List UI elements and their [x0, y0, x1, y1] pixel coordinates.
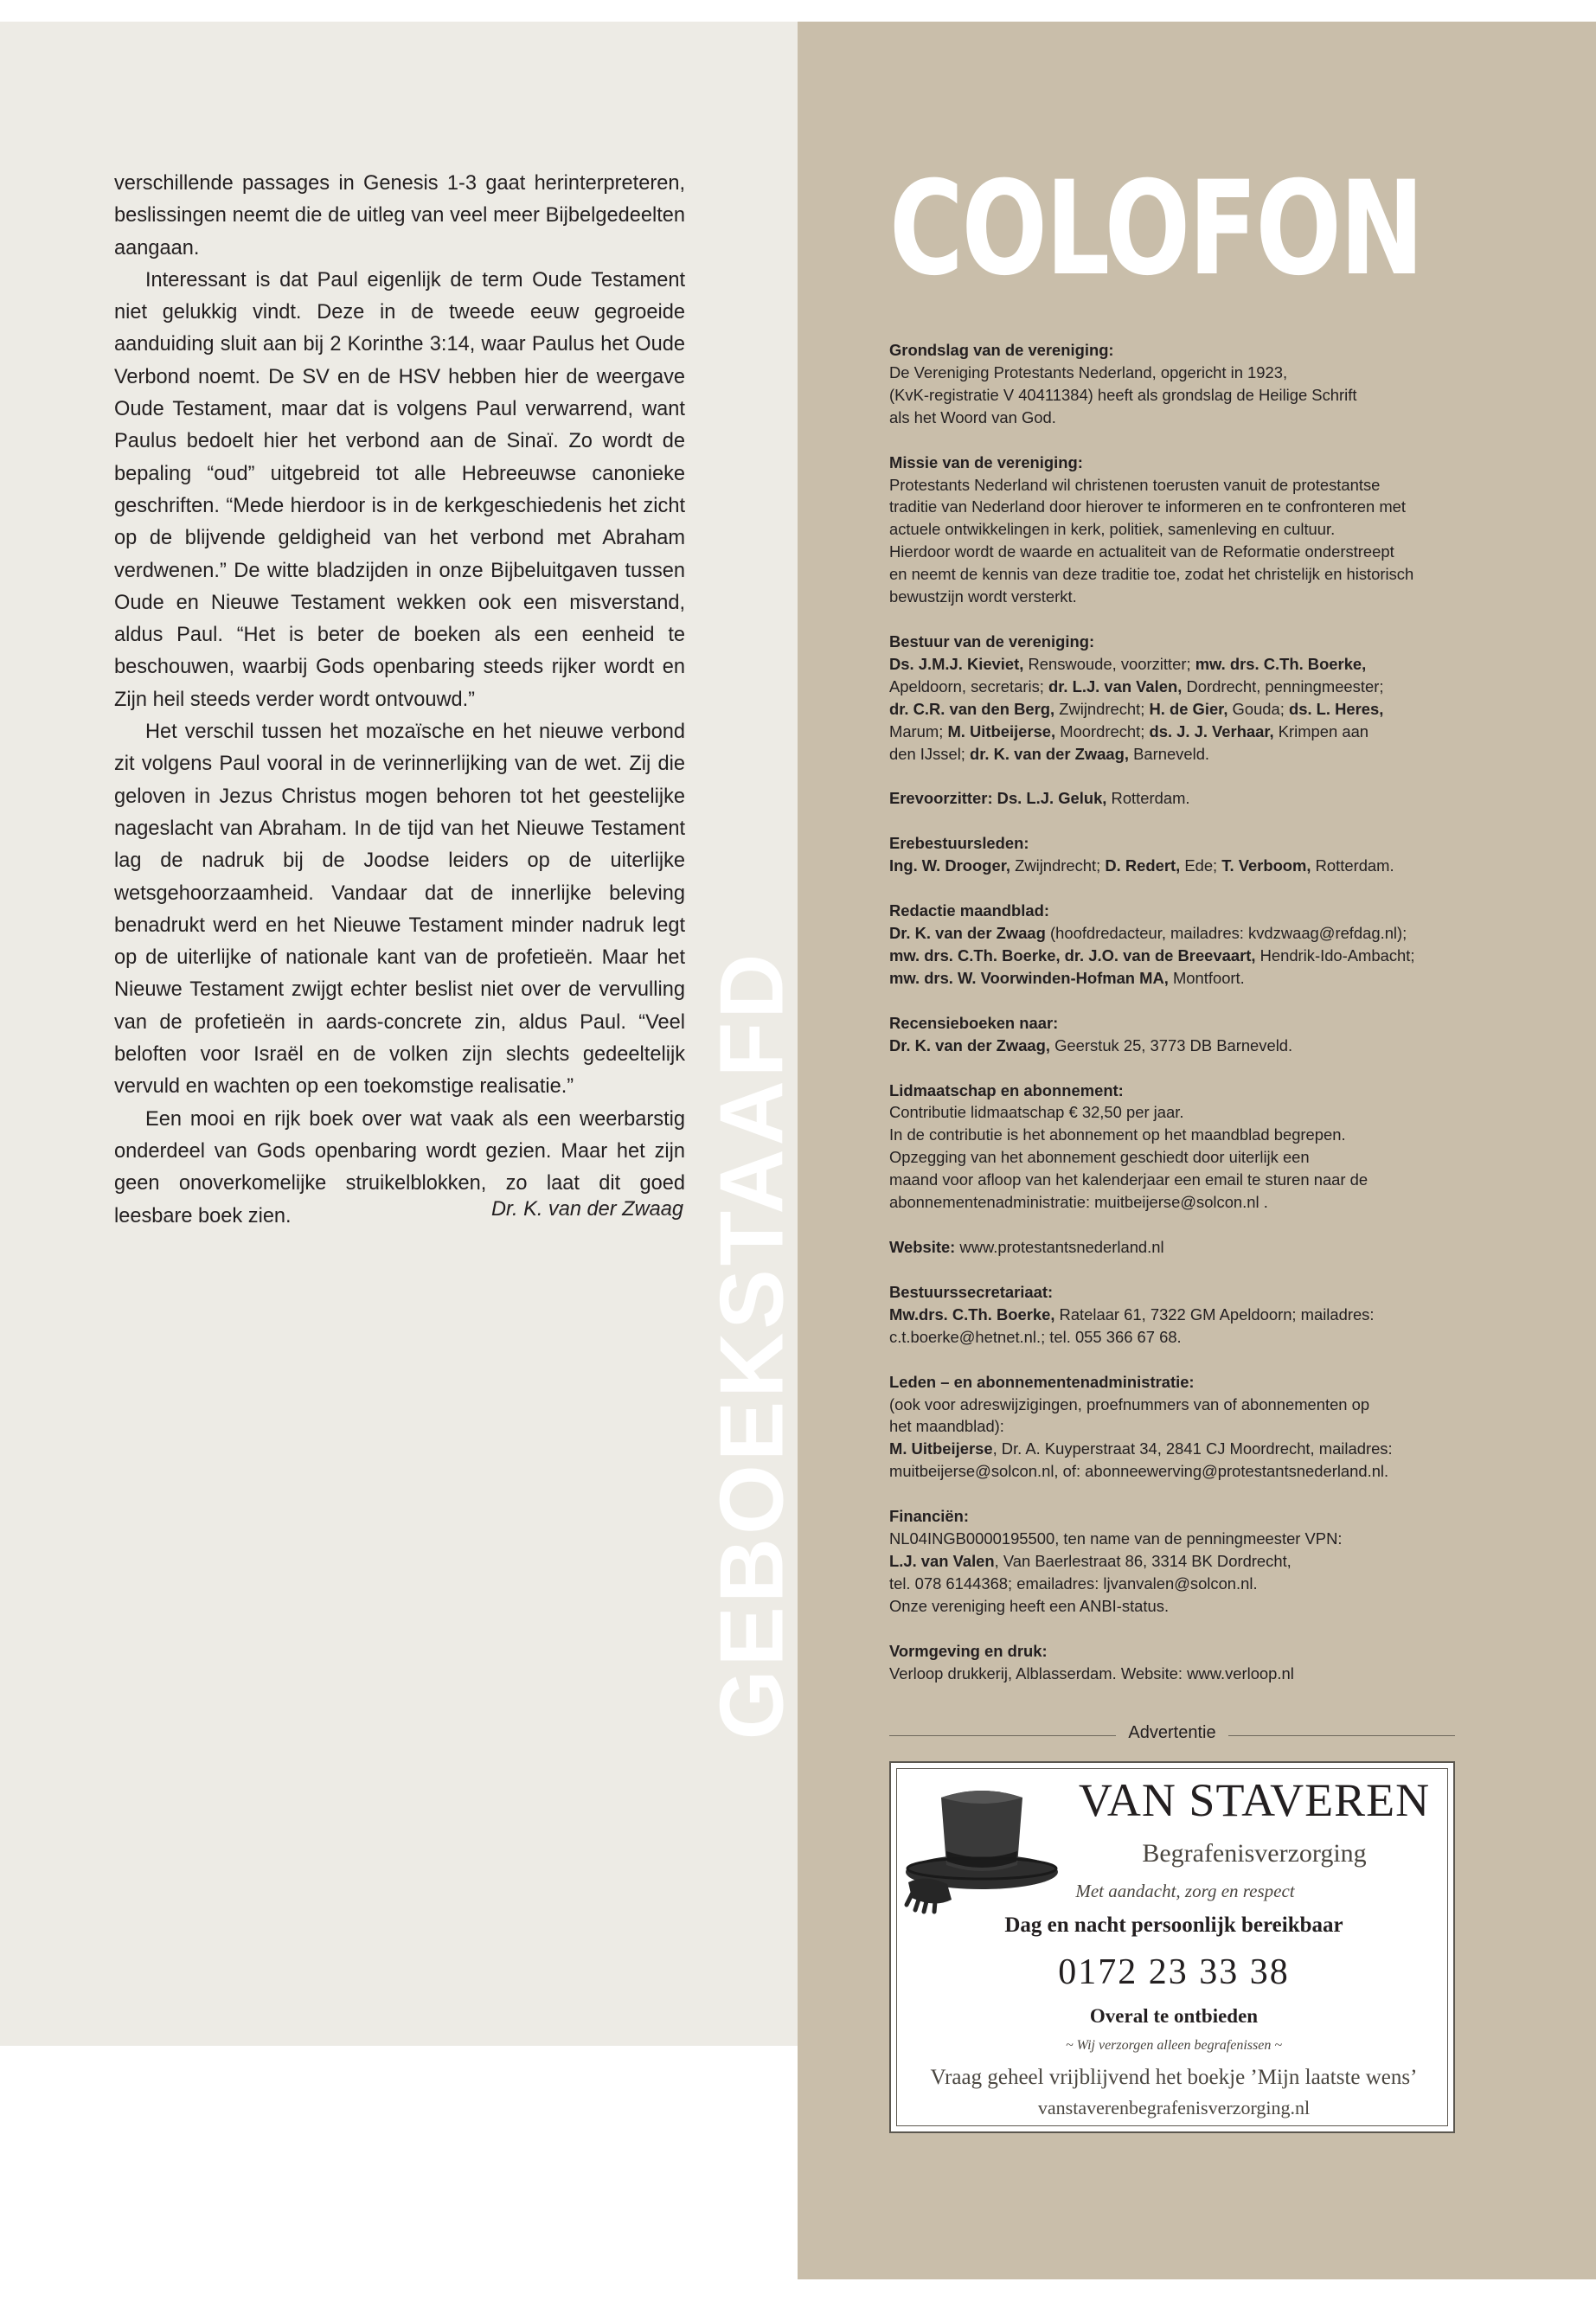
funeral-advertisement	[889, 1761, 1455, 2133]
person-name: L.J. van Valen	[889, 1551, 995, 1570]
advertisement-label: Advertentie	[1128, 1723, 1216, 1742]
text-line	[889, 653, 1477, 676]
person-name: ds. J. J. Verhaar,	[1149, 721, 1274, 740]
colofon-details	[889, 339, 1477, 1708]
text-line: muitbeijerse@solcon.nl, of: abonneewerving@protestantsnederland.nl.	[889, 1462, 1389, 1481]
section-heading: Erevoorzitter: Ds. L.J. Geluk,	[889, 789, 1107, 808]
text-line: In de contributie is het abonnement op het maandblad begrepen.	[889, 1125, 1346, 1144]
person-name: mw. drs. W. Voorwinden-Hofman MA,	[889, 968, 1169, 987]
section-heading: Leden – en abonnementenadministratie:	[889, 1372, 1195, 1391]
person-role: den IJssel;	[889, 744, 971, 763]
person-name: ds. L. Heres,	[1288, 699, 1384, 718]
person-name: Dr. K. van der Zwaag,	[889, 1035, 1051, 1054]
person-role: Renswoude, voorzitter;	[1023, 654, 1195, 673]
erevoorzitter-section	[889, 787, 1477, 810]
text-line	[889, 1035, 1477, 1057]
advertisement-label-row	[889, 1723, 1455, 1749]
text-line	[889, 1236, 1477, 1259]
person-role: Zwijndrecht;	[1010, 856, 1106, 875]
person-name: M. Uitbeijerse,	[947, 721, 1056, 740]
section-heading: Bestuurssecretariaat:	[889, 1282, 1054, 1301]
colofon-title: COLOFON	[889, 154, 1423, 304]
bestuur-section	[889, 631, 1477, 765]
text-line: Contributie lidmaatschap € 32,50 per jaar.	[889, 1103, 1184, 1122]
company-website-link[interactable]: vanstaverenbegrafenisverzorging.nl	[1037, 2097, 1311, 2118]
text-line: c.t.boerke@hetnet.nl.; tel. 055 366 67 68.	[889, 1327, 1182, 1346]
website-section	[889, 1236, 1477, 1259]
person-name: Ds. J.M.J. Kieviet,	[889, 654, 1024, 673]
person-role: Barneveld.	[1129, 744, 1210, 763]
vormgeving-section	[889, 1640, 1477, 1685]
address: Ratelaar 61, 7322 GM Apeldoorn; mailadres:	[1054, 1304, 1375, 1324]
person-role: Krimpen aan	[1273, 721, 1369, 740]
book-review-article	[114, 168, 685, 1233]
section-heading: Vormgeving en druk:	[889, 1641, 1048, 1660]
person-role: Rotterdam.	[1106, 789, 1190, 808]
company-name: VAN STAVEREN	[1078, 1774, 1431, 1826]
person-name: Ing. W. Drooger,	[889, 856, 1010, 875]
person-name: mw. drs. C.Th. Boerke,	[1195, 654, 1367, 673]
text-line: tel. 078 6144368; emailadres: ljvanvalen@solcon.nl.	[889, 1574, 1258, 1593]
redactie-section	[889, 900, 1477, 990]
section-heading: Redactie maandblad:	[889, 901, 1049, 920]
section-heading: Missie van de vereniging:	[889, 452, 1083, 471]
only-funerals-text: ~ Wij verzorgen alleen begrafenissen ~	[1065, 2038, 1282, 2053]
availability-text: Dag en nacht persoonlijk bereikbaar	[1004, 1913, 1343, 1937]
text-line: (KvK-registratie V 40411384) heeft als grondslag de Heilige Schrift	[889, 385, 1357, 404]
text-line	[889, 855, 1477, 877]
section-heading: Erebestuursleden:	[889, 834, 1029, 853]
person-name: H. de Gier,	[1149, 699, 1228, 718]
text-line	[889, 1304, 1477, 1326]
person-name: M. Uitbeijerse	[889, 1439, 993, 1458]
text-line	[889, 967, 1477, 990]
person-role: Zwijndrecht;	[1054, 699, 1150, 718]
phone-number: 0172 23 33 38	[1058, 1952, 1290, 1992]
person-role: Rotterdam.	[1311, 856, 1394, 875]
article-paragraph: Het verschil tussen het mozaïsche en het nieuwe verbond zit volgens Paul vooral in de verinnerlijking van de wet. Zij die geloven in Jezus Christus mogen behoren tot het geestelijke nageslacht van Abraham. In de tijd van het Nieuwe Testament lag de nadruk bij de Joodse leiders op de uiterlijke wetsgehoorzaamheid. Vandaar dat de innerlijke beleving benadrukt werd en het Nieuwe Testament minder nadruk legt op de uiterlijke of nationale kant van de profetieën. Maar het Nieuwe Testament zwijgt echter beslist niet over de vervulling van de profetieën in aards-concrete zin, aldus Paul. “Veel beloften voor Israël en de volken zijn slechts gedeeltelijk vervuld en wachten op een toekomstige realisatie.”	[114, 721, 685, 1099]
company-tagline: Met aandacht, zorg en respect	[1075, 1881, 1295, 1901]
section-heading: Financiën:	[889, 1507, 969, 1526]
text-line	[889, 721, 1477, 743]
text-line: Onze vereniging heeft een ANBI-status.	[889, 1596, 1170, 1615]
person-role: Gouda;	[1227, 699, 1289, 718]
financien-section	[889, 1505, 1477, 1618]
website-link[interactable]: www.protestantsnederland.nl	[955, 1238, 1164, 1256]
text-line	[889, 945, 1477, 967]
lidmaatschap-section	[889, 1080, 1477, 1214]
address: Geerstuk 25, 3773 DB Barneveld.	[1050, 1035, 1293, 1054]
text-line	[889, 787, 1477, 810]
person-role: Dordrecht, penningmeester;	[1182, 676, 1384, 695]
text-line	[889, 922, 1477, 945]
person-role: Moordrecht;	[1055, 721, 1150, 740]
person-name: Mw.drs. C.Th. Boerke,	[889, 1304, 1055, 1324]
text-line	[889, 698, 1477, 721]
text-line	[889, 1550, 1477, 1573]
ledenadmin-section	[889, 1371, 1477, 1484]
booklet-offer: Vraag geheel vrijblijvend het boekje ’Mijn laatste wens’	[930, 2066, 1418, 2089]
text-line: Opzegging van het abonnement geschiedt door uiterlijk een	[889, 1148, 1310, 1167]
text-line: en neemt de kennis van deze traditie toe, zodat het christelijk en historisch	[889, 565, 1414, 584]
text-line: De Vereniging Protestants Nederland, opgericht in 1923,	[889, 362, 1288, 381]
person-role: (hoofdredacteur, mailadres: kvdzwaag@refdag.nl);	[1045, 924, 1407, 943]
section-label: GEBOEKSTAAFD	[702, 950, 803, 1740]
erebestuur-section	[889, 832, 1477, 877]
divider	[1228, 1735, 1455, 1736]
text-line: (ook voor adreswijzigingen, proefnummers van of abonnementen op	[889, 1394, 1370, 1413]
article-paragraph: Een mooi en rijk boek over wat vaak als een weerbarstig onderdeel van Gods openbaring wordt gezien. Maar het zijn geen onoverkomelijke struikelblokken, zo laat dit goed leesbare boek zien.	[114, 1107, 685, 1227]
company-subtitle: Begrafenisverzorging	[1142, 1839, 1367, 1868]
person-name: T. Verboom,	[1221, 856, 1311, 875]
text-line: NL04INGB0000195500, ten name van de penningmeester VPN:	[889, 1529, 1343, 1548]
secretariaat-section	[889, 1281, 1477, 1349]
text-line: Protestants Nederland wil christenen toerusten vanuit de protestantse	[889, 475, 1381, 494]
grondslag-section	[889, 339, 1477, 429]
person-role: Apeldoorn, secretaris;	[889, 676, 1048, 695]
person-name: mw. drs. C.Th. Boerke, dr. J.O. van de Breevaart,	[889, 945, 1256, 965]
text-line: als het Woord van God.	[889, 407, 1056, 426]
section-heading: Bestuur van de vereniging:	[889, 631, 1095, 651]
article-paragraph: Interessant is dat Paul eigenlijk de term Oude Testament niet gelukkig vindt. Deze in de tweede eeuw gegroeide aanduiding sluit aan bij 2 Korinthe 3:14, waar Paulus het Oude Verbond noemt. De SV en de HSV hebben hier de weergave Oude Testament, maar dat is volgens Paul verwarrend, want Paulus bedoelt hier het verbond aan de Sinaï. Zo wordt de bepaling “oud” uitgebreid tot alle Hebreeuwse canonieke geschriften. “Mede hierdoor is in de kerkgeschiedenis het zicht op de blijvende geldigheid van het verbond met Abraham verdwenen.” De witte bladzijden in onze Bijbeluitgaven tussen Oude en Nieuwe Testament wekken ook een misverstand, aldus Paul. “Het is beter de boeken als een eenheid te beschouwen, waarbij Gods openbaring steeds rijker wordt en Zijn heil steeds verder wordt ontvouwd.”	[114, 268, 685, 711]
text-line: bewustzijn wordt versterkt.	[889, 587, 1077, 606]
section-heading: Website:	[889, 1238, 956, 1256]
text-line: abonnementenadministratie: muitbeijerse@solcon.nl .	[889, 1193, 1268, 1212]
article-paragraph: verschillende passages in Genesis 1-3 gaat herinterpreteren, beslissingen neemt die de uitleg van veel meer Bijbelgedeelten aangaan.	[114, 172, 685, 260]
text-line	[889, 1438, 1477, 1460]
text-line: Hierdoor wordt de waarde en actualiteit van de Reformatie onderstreept	[889, 542, 1394, 561]
text-line: traditie van Nederland door hierover te informeren en te confronteren met	[889, 497, 1407, 516]
person-role: Montfoort.	[1168, 968, 1245, 987]
service-area-text: Overal te ontbieden	[1089, 2005, 1259, 2027]
section-heading: Grondslag van de vereniging:	[889, 341, 1114, 359]
person-name: dr. C.R. van den Berg,	[889, 699, 1055, 718]
section-heading: Recensieboeken naar:	[889, 1013, 1059, 1032]
text-line: maand voor afloop van het kalenderjaar een email te sturen naar de	[889, 1170, 1368, 1189]
section-heading: Lidmaatschap en abonnement:	[889, 1080, 1124, 1099]
address: , Dr. A. Kuyperstraat 34, 2841 CJ Moordrecht, mailadres:	[992, 1439, 1393, 1458]
person-role: Marum;	[889, 721, 948, 740]
text-line: Verloop drukkerij, Alblasserdam. Website: www.verloop.nl	[889, 1663, 1294, 1682]
person-role: Ede;	[1180, 856, 1222, 875]
text-line	[889, 676, 1477, 698]
address: , Van Baerlestraat 86, 3314 BK Dordrecht,	[994, 1551, 1292, 1570]
person-name: dr. L.J. van Valen,	[1048, 676, 1183, 695]
missie-section	[889, 452, 1477, 608]
text-line: actuele ontwikkelingen in kerk, politiek, samenleving en cultuur.	[889, 520, 1336, 539]
person-role: Hendrik-Ido-Ambacht;	[1255, 945, 1415, 965]
person-name: D. Redert,	[1105, 856, 1181, 875]
person-name: dr. K. van der Zwaag,	[970, 744, 1129, 763]
article-author: Dr. K. van der Zwaag	[490, 1198, 683, 1221]
text-line	[889, 743, 1477, 766]
person-name: Dr. K. van der Zwaag	[889, 924, 1046, 943]
text-line: het maandblad):	[889, 1417, 1004, 1436]
recensie-section	[889, 1012, 1477, 1057]
